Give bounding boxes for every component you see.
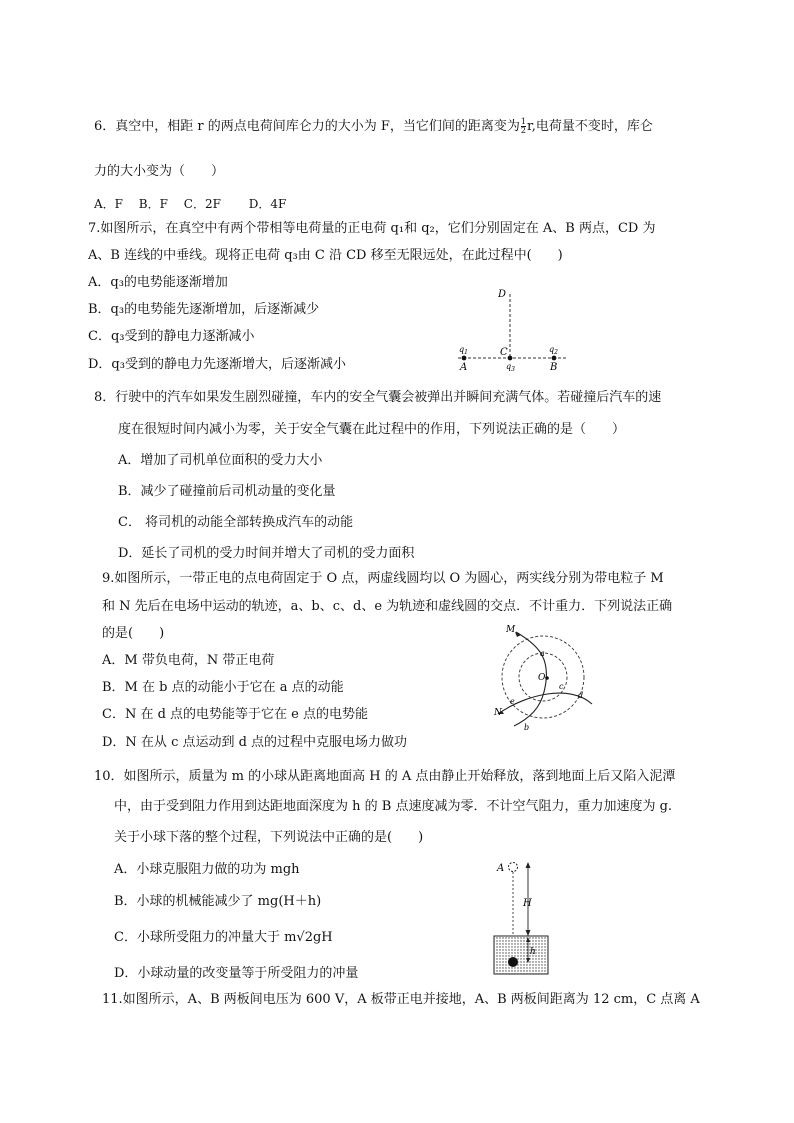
q7-q1-letter: q [459, 345, 465, 354]
q6-fraction [521, 118, 526, 135]
q9-label-d: d [578, 691, 584, 700]
q8-line1: 8．行驶中的汽车如果发生剧烈碰撞，车内的安全气囊会被弹出并瞬间充满气体。若碰撞后汽车的速 [94, 390, 662, 405]
q8-option-b: B．减少了碰撞前后司机动量的变化量 [118, 484, 336, 499]
q7-line1: 7.如图所示，在真空中有两个带相等电荷量的正电荷 q₁和 q₂，它们分别固定在 A、B 两点，CD 为 [88, 221, 656, 236]
q6-options: A．F B．F C．2F D．4F [94, 197, 287, 211]
q9-line1: 9.如图所示，一带正电的点电荷固定于 O 点，两虚线圆均以 O 为圆心，两实线分别为带电粒子 M [102, 571, 664, 586]
q9-label-m: M [506, 625, 516, 635]
q6-line1-b: r,电荷量不变时，库仑 [527, 119, 653, 134]
q11-line1: 11.如图所示，A、B 两板间电压为 600 V，A 板带正电并接地，A、B 两板间距离为 12 cm，C 点离 A [102, 992, 700, 1007]
q9-label-o: O [538, 673, 546, 683]
q6-frac-num: 1 [520, 117, 526, 126]
q7-label-d: D [498, 289, 507, 300]
q7-point-a [462, 356, 467, 361]
q10-option-d: D．小球动量的改变量等于所受阻力的冲量 [114, 966, 359, 981]
q10-label-big-h: H [523, 898, 532, 909]
q7-label-q2 [549, 345, 558, 356]
q7-label-a: A [460, 362, 468, 373]
q8-option-d: D．延长了司机的受力时间并增大了司机的受力面积 [118, 546, 415, 561]
q10-option-a: A．小球克服阻力做的功为 mgh [114, 862, 300, 877]
q7-label-c: C [500, 347, 508, 358]
q6-frac-den: 2 [520, 126, 526, 135]
q8-option-a: A．增加了司机单位面积的受力大小 [118, 453, 323, 468]
q10-option-b: B．小球的机械能减少了 mg(H＋h) [114, 894, 322, 909]
q7-label-b: B [550, 362, 558, 373]
q9-label-c: c [559, 682, 564, 691]
q7-point-b [552, 356, 557, 361]
q9-label-b: b [524, 723, 530, 732]
q6-line1-a: 6．真空中，相距 r 的两点电荷间库仑力的大小为 F，当它们间的距离变为 [94, 119, 520, 134]
q7-q2-letter: q [549, 345, 555, 354]
q7-label-q3 [506, 362, 515, 373]
q10-figure [490, 856, 554, 978]
q9-line2: 和 N 先后在电场中运动的轨迹，a、b、c、d、e 为轨迹和虚线圆的交点．不计重力．下列说法正确 [102, 599, 673, 614]
q7-q2-sub: 2 [554, 349, 558, 356]
q10-ball-start [509, 863, 518, 872]
q10-label-a: A [497, 863, 505, 874]
q9-label-a: a [540, 649, 545, 658]
q6-line2: 力的大小变为（ ） [94, 164, 225, 179]
q7-label-q1 [459, 345, 468, 356]
q8-option-c: C． 将司机的动能全部转换成汽车的动能 [118, 515, 354, 530]
q9-line3: 的是( ) [102, 626, 165, 641]
q7-point-c [508, 356, 513, 361]
q9-center-o [545, 676, 549, 680]
q9-option-b: B．M 在 b 点的动能小于它在 a 点的动能 [102, 680, 344, 695]
q9-option-d: D．N 在从 c 点运动到 d 点的过程中克服电场力做功 [102, 735, 408, 750]
q7-figure [450, 282, 580, 374]
q7-option-d: D．q₃受到的静电力先逐渐增大，后逐渐减小 [88, 357, 346, 372]
q10-h-arrow-bottom [526, 930, 531, 936]
q9-label-n: N [494, 708, 502, 718]
q9-label-e: e [510, 697, 515, 706]
q7-option-b: B．q₃的电势能先逐渐增加，后逐渐减少 [88, 302, 320, 317]
q10-line3: 关于小球下落的整个过程，下列说法中正确的是( ) [114, 830, 424, 845]
q7-q1-sub: 1 [464, 349, 468, 356]
q10-line2: 中，由于受到阻力作用到达距地面深度为 h 的 B 点速度减为零．不计空气阻力，重力加速度为 g. [114, 799, 673, 814]
q9-option-c: C．N 在 d 点的电势能等于它在 e 点的电势能 [102, 707, 368, 722]
q10-option-c: C．小球所受阻力的冲量大于 m√2gH [114, 930, 333, 945]
q9-option-a: A．M 带负电荷，N 带正电荷 [102, 653, 275, 668]
q7-q3-sub: 3 [511, 366, 515, 373]
q6-line1 [94, 118, 653, 135]
q10-ball-end [508, 957, 518, 967]
q10-h-arrow-top [526, 862, 531, 868]
q10-mud [494, 936, 548, 974]
q7-q3-letter: q [506, 362, 512, 371]
q7-option-c: C．q₃受到的静电力逐渐减小 [88, 329, 255, 344]
q10-line1: 10．如图所示，质量为 m 的小球从距离地面高 H 的 A 点由静止开始释放，落到地面上后又陷入泥潭 [94, 769, 676, 784]
q7-option-a: A．q₃的电势能逐渐增加 [88, 275, 228, 290]
q7-line2: A、B 连线的中垂线。现将正电荷 q₃由 C 沿 CD 移至无限远处，在此过程中( ) [88, 248, 563, 263]
q8-line2: 度在很短时间内减小为零，关于安全气囊在此过程中的作用，下列说法正确的是（ ） [118, 422, 626, 437]
q10-label-small-h: h [530, 947, 536, 957]
q9-figure [488, 620, 608, 740]
